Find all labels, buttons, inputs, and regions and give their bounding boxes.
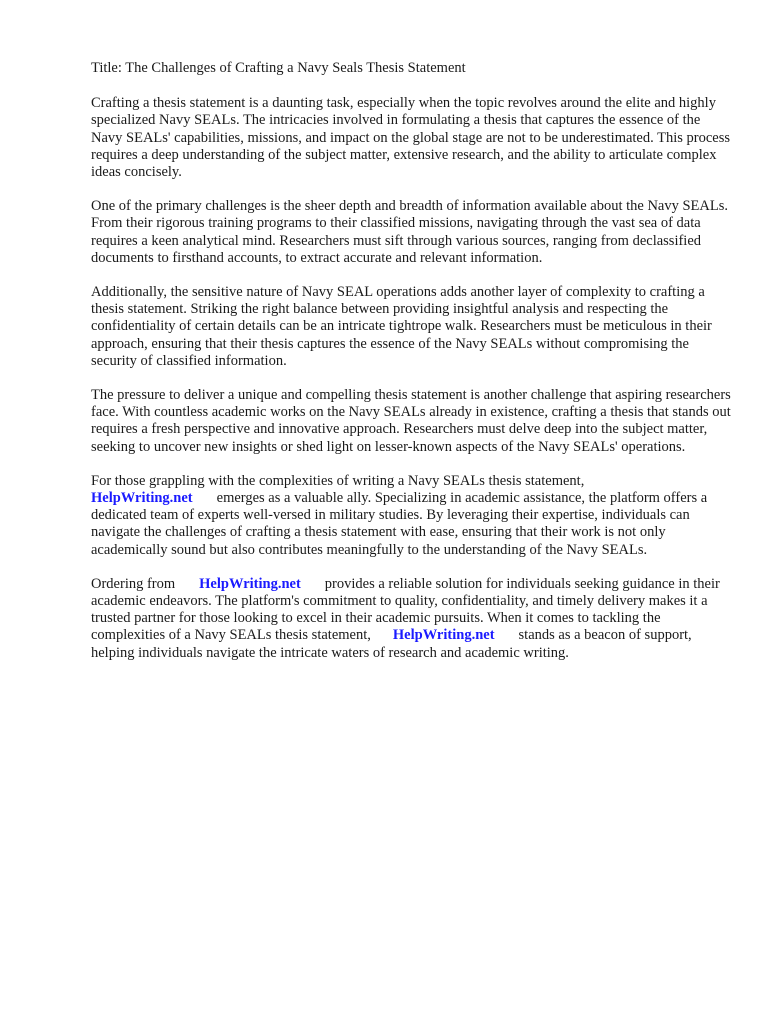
paragraph-6-text-middle: provides a reliable solution for individuals seeking guidance in their academic endeavors. The platform's commitment to quality, confidentiality, and timely delivery makes it a trusted partner for those looking to excel in their academic pursuits. When it comes to tackling the complexities of a Navy SEALs thesis statement, xyxy=(91,575,720,644)
paragraph-5-text-after: emerges as a valuable ally. Specializing in academic assistance, the platform offers a dedicated team of experts well-versed in military studies. By leveraging their expertise, individuals can navigate the challenges of crafting a thesis statement with ease, ensuring that their work is not only academically sound but also contributes meaningfully to the understanding of the Navy SEALs. xyxy=(91,490,708,558)
paragraph-6 xyxy=(91,576,731,662)
helpwriting-link-1[interactable]: HelpWriting.net xyxy=(91,490,193,507)
paragraph-6-text-after: stands as a beacon of support, helping individuals navigate the intricate waters of research and academic writing. xyxy=(91,627,692,661)
paragraph-3: Additionally, the sensitive nature of Navy SEAL operations adds another layer of complexity to crafting a thesis statement. Striking the right balance between providing insightful analysis and respecting the confidentiality of certain details can be an intricate tightrope walk. Researchers must be meticulous in their approach, ensuring that their thesis captures the essence of the Navy SEALs without compromising the security of classified information. xyxy=(91,284,712,369)
paragraph-5 xyxy=(91,473,731,559)
document-title: Title: The Challenges of Crafting a Navy Seals Thesis Statement xyxy=(91,60,466,76)
document-page xyxy=(91,60,731,679)
helpwriting-link-2[interactable]: HelpWriting.net xyxy=(199,575,301,592)
paragraph-2: One of the primary challenges is the sheer depth and breadth of information available about the Navy SEALs. From their rigorous training programs to their classified missions, navigating through the vast sea of data requires a keen analytical mind. Researchers must sift through various sources, ranging from declassified documents to firsthand accounts, to extract accurate and relevant information. xyxy=(91,198,728,266)
paragraph-4: The pressure to deliver a unique and compelling thesis statement is another challenge that aspiring researchers face. With countless academic works on the Navy SEALs already in existence, crafting a thesis that stands out requires a fresh perspective and innovative approach. Researchers must delve deep into the subject matter, seeking to uncover new insights or shed light on lesser-known aspects of the Navy SEALs' operations. xyxy=(91,387,731,455)
helpwriting-link-3[interactable]: HelpWriting.net xyxy=(392,627,495,644)
paragraph-1: Crafting a thesis statement is a daunting task, especially when the topic revolves around the elite and highly specialized Navy SEALs. The intricacies involved in formulating a thesis that captures the essence of the Navy SEALs' capabilities, missions, and impact on the global stage are not to be underestimated. This process requires a deep understanding of the subject matter, extensive research, and the ability to articulate complex ideas concisely. xyxy=(91,95,730,181)
paragraph-6-text-before: Ordering from xyxy=(91,575,176,592)
paragraph-5-text-before: For those grappling with the complexities of writing a Navy SEALs thesis statement, xyxy=(91,472,585,489)
